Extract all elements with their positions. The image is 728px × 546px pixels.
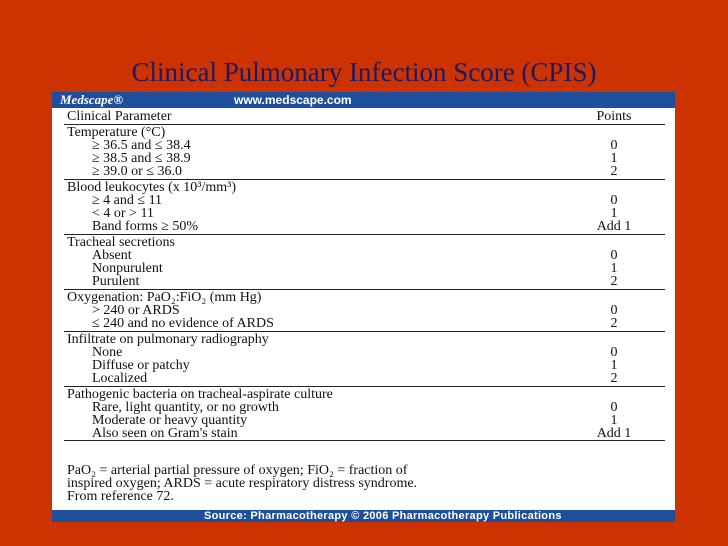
table-row [64,359,665,372]
footnote-line: From reference 72. [67,489,174,504]
row-points: 1 [610,151,618,166]
row-points: 2 [610,274,618,289]
section-heading-label: Blood leukocytes (x 10³/mm³) [67,180,236,195]
table-row [64,220,665,233]
row-label: Band forms ≥ 50% [92,219,199,234]
row-points: 2 [610,316,618,331]
column-header-points: Points [596,109,632,124]
row-points: 1 [610,206,618,221]
source-bar [52,510,675,522]
row-points: 0 [610,345,618,360]
table-row [64,427,665,440]
table-row [64,194,665,207]
row-points: 1 [610,413,618,428]
row-points: 0 [610,248,618,263]
table-row [64,165,665,178]
table-row [64,262,665,275]
cpis-table-card [52,92,675,522]
row-label: None [92,345,123,360]
medscape-logo: Medscape® [60,92,124,107]
row-label: ≥ 39.0 or ≤ 36.0 [92,164,183,179]
table-row [64,317,665,330]
row-points: 0 [610,193,618,208]
footnote-line: inspired oxygen; ARDS = acute respiratory distress syndrome. [67,476,418,491]
row-label: Rare, light quantity, or no growth [92,400,279,415]
source-text: Source: Pharmacotherapy © 2006 Pharmacotherapy Publications [204,510,562,522]
section-heading-label: Oxygenation: PaO₂:FiO₂ (mm Hg) [67,290,262,305]
medscape-header-bar [52,92,675,108]
row-label: > 240 or ARDS [92,303,180,318]
row-points: Add 1 [596,219,632,234]
row-label: Nonpurulent [92,261,163,276]
table-header-row [64,110,665,123]
section-heading-label: Temperature (°C) [67,125,166,140]
slide-title: Clinical Pulmonary Infection Score (CPIS) [131,57,597,87]
row-label: Purulent [92,274,140,289]
footnote-line: PaO₂ = arterial partial pressure of oxygen; FiO₂ = fraction of [67,463,408,478]
column-header-parameter: Clinical Parameter [67,109,172,124]
section-heading-label: Pathogenic bacteria on tracheal-aspirate culture [67,387,333,402]
section-heading-label: Tracheal secretions [67,235,175,250]
row-label: Localized [92,371,148,386]
row-points: 1 [610,358,618,373]
row-label: Diffuse or patchy [92,358,190,373]
table-row [64,275,665,288]
row-label: ≤ 240 and no evidence of ARDS [92,316,274,331]
row-label: ≥ 36.5 and ≤ 38.4 [92,138,191,153]
section-heading-label: Infiltrate on pulmonary radiography [67,332,269,347]
row-label: Moderate or heavy quantity [92,413,248,428]
row-label: Also seen on Gram's stain [92,426,238,441]
section-heading [64,236,665,249]
row-points: 1 [610,261,618,276]
section-heading [64,333,665,346]
row-label: < 4 or > 11 [92,206,154,221]
row-points: 2 [610,164,618,179]
row-points: 0 [610,303,618,318]
row-label: Absent [92,248,132,263]
row-points: 2 [610,371,618,386]
row-points: 0 [610,138,618,153]
table-row [64,372,665,385]
row-label: ≥ 38.5 and ≤ 38.9 [92,151,191,166]
table-footnote [64,464,665,503]
medscape-url[interactable]: www.medscape.com [234,93,352,107]
row-points: 0 [610,400,618,415]
row-label: ≥ 4 and ≤ 11 [92,193,163,208]
row-points: Add 1 [596,426,632,441]
cpis-table [64,110,665,441]
